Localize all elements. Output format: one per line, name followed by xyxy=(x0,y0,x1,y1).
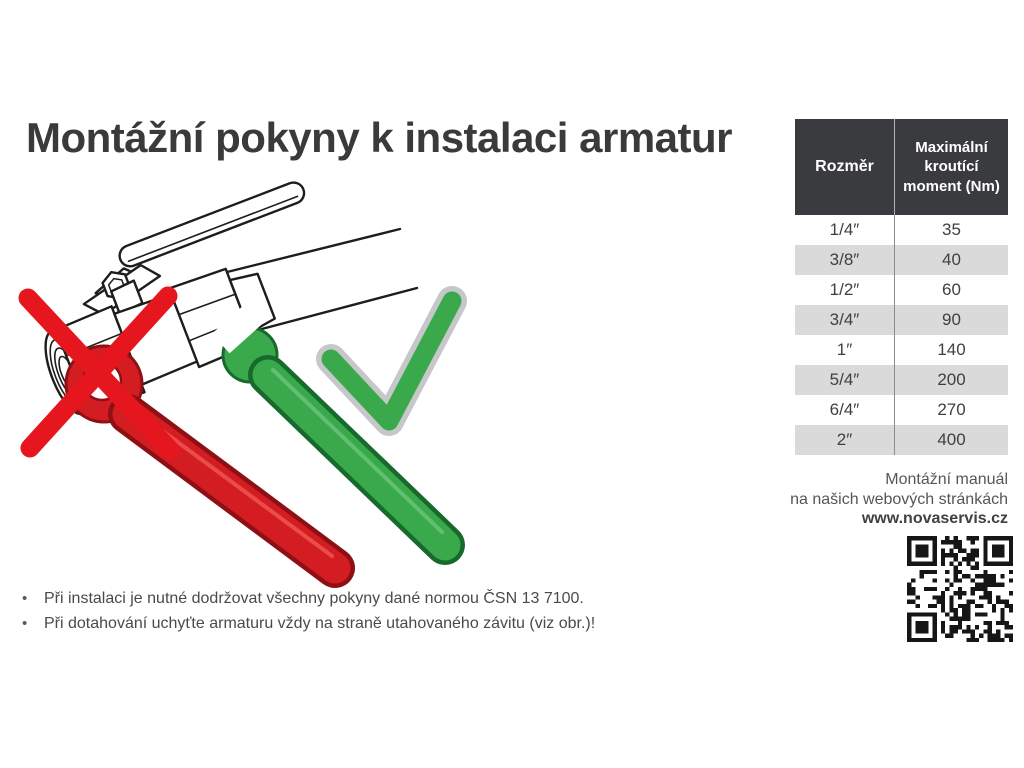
installation-notes xyxy=(20,590,680,640)
manual-note xyxy=(790,470,1008,529)
note-item: • Při dotahování uchyťte armaturu vždy na straně utahovaného závitu (viz obr.)! xyxy=(20,615,680,633)
table-row xyxy=(795,395,1008,425)
size-cell: 1″ xyxy=(836,340,853,359)
manual-line2: na našich webových stránkách xyxy=(790,490,1008,508)
size-cell: 3/4″ xyxy=(829,310,860,329)
website-url: www.novaservis.cz xyxy=(861,510,1008,527)
manual-line1: Montážní manuál xyxy=(885,471,1008,488)
col-header-size: Rozměr xyxy=(815,158,874,175)
table-row xyxy=(795,275,1008,305)
size-cell: 1/2″ xyxy=(829,280,860,299)
torque-cell: 200 xyxy=(894,365,1008,395)
page-title: Montážní pokyny k instalaci armatur xyxy=(26,114,733,161)
table-row xyxy=(795,425,1008,455)
torque-cell: 140 xyxy=(894,335,1008,365)
size-cell: 2″ xyxy=(836,430,853,449)
table-row xyxy=(795,215,1008,245)
torque-cell: 60 xyxy=(894,275,1008,305)
table-row xyxy=(795,335,1008,365)
valve-installation-illustration xyxy=(0,170,480,602)
size-cell: 1/4″ xyxy=(829,220,860,239)
torque-cell: 40 xyxy=(894,245,1008,275)
size-cell: 5/4″ xyxy=(829,370,860,389)
torque-cell: 400 xyxy=(894,425,1008,455)
torque-table xyxy=(795,119,1008,455)
green-check-icon xyxy=(331,301,452,421)
table-row xyxy=(795,245,1008,275)
size-cell: 6/4″ xyxy=(829,400,860,419)
torque-cell: 35 xyxy=(894,215,1008,245)
table-row xyxy=(795,305,1008,335)
qr-code xyxy=(907,536,1013,642)
torque-cell: 90 xyxy=(894,305,1008,335)
torque-table-header xyxy=(795,119,1008,215)
table-row xyxy=(795,365,1008,395)
size-cell: 3/8″ xyxy=(829,250,860,269)
col-header-torque: Maximální kroutící moment (Nm) xyxy=(894,119,1008,215)
note-item: • Při instalaci je nutné dodržovat všechny pokyny dané normou ČSN 13 7100. xyxy=(20,590,680,608)
torque-cell: 270 xyxy=(894,395,1008,425)
